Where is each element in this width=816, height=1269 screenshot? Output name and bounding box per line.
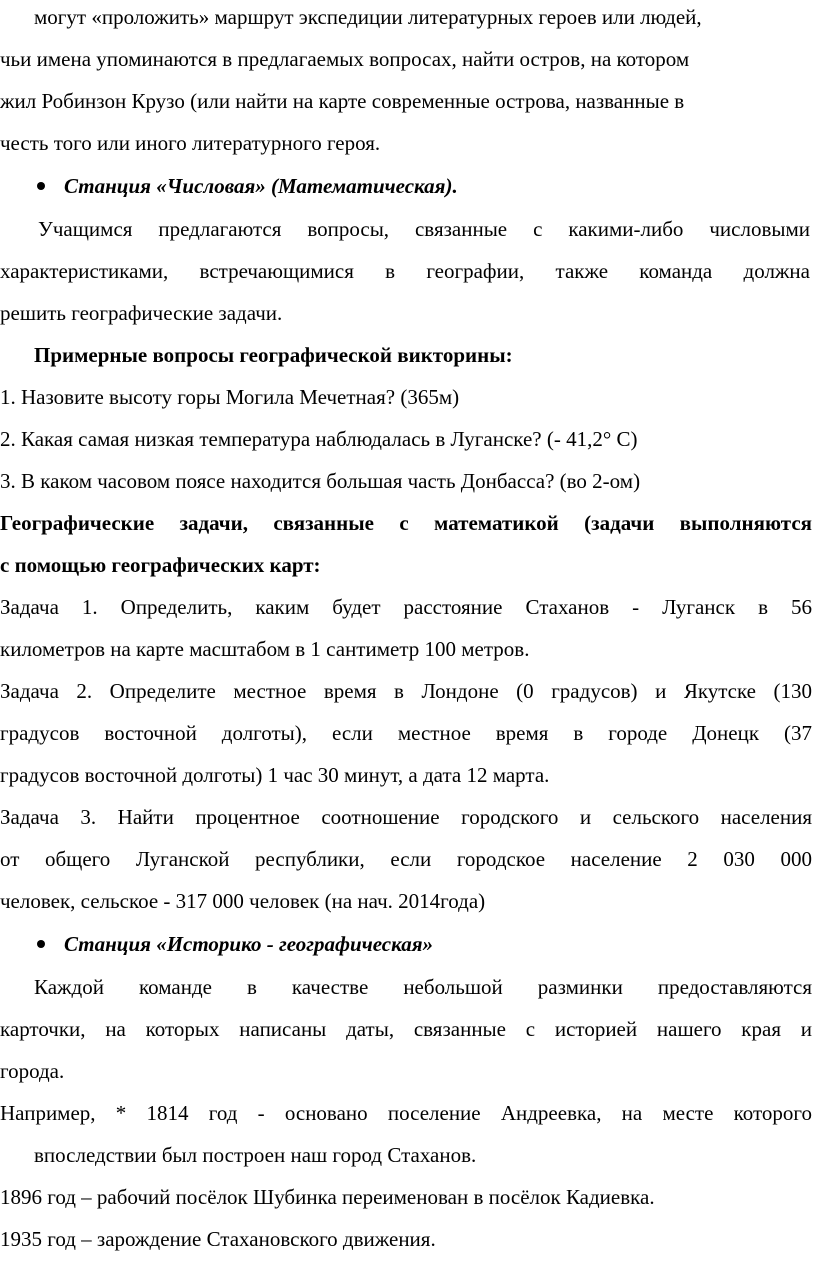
quiz-heading: Примерные вопросы географической викторины: [34, 343, 513, 367]
quiz-question-2: 2. Какая самая низкая температура наблюдалась в Луганске? (- 41,2° С) [0, 427, 638, 451]
example-3: 1935 год – зарождение Стахановского движения. [0, 1227, 436, 1251]
station-hist-text-3: города. [0, 1059, 65, 1083]
example-1-line-1: Например, * 1814 год - основано поселение Андреевка, на месте которого [0, 1101, 812, 1125]
task-3-line-1: Задача 3. Найти процентное соотношение городского и сельского населения [0, 805, 812, 829]
task-2-line-2: градусов восточной долготы), если местное время в городе Донецк (37 [0, 721, 812, 745]
task-3-line-2: от общего Луганской республики, если городское население 2 030 000 [0, 847, 812, 871]
intro-line-1: могут «проложить» маршрут экспедиции литературных героев или людей, [34, 5, 702, 29]
task-2-line-3: градусов восточной долготы) 1 час 30 минут, а дата 12 марта. [0, 763, 550, 787]
task-1-line-1: Задача 1. Определить, каким будет расстояние Стаханов - Луганск в 56 [0, 595, 812, 619]
station-math-heading: Станция «Числовая» (Математическая). [64, 174, 458, 198]
intro-line-2: чьи имена упоминаются в предлагаемых вопросах, найти остров, на котором [0, 47, 690, 71]
tasks-heading-1: Географические задачи, связанные с математикой (задачи выполняются [0, 511, 812, 535]
station-hist-text-1: Каждой команде в качестве небольшой разминки предоставляются [34, 975, 812, 999]
tasks-heading-2: с помощью географических карт: [0, 553, 321, 577]
task-1-line-2: километров на карте масштабом в 1 сантиметр 100 метров. [0, 637, 530, 661]
station-math-text-3: решить географические задачи. [0, 301, 283, 325]
intro-line-3: жил Робинзон Крузо (или найти на карте современные острова, названные в [0, 89, 685, 113]
quiz-question-3: 3. В каком часовом поясе находится большая часть Донбасса? (во 2-ом) [0, 469, 641, 493]
example-2: 1896 год – рабочий посёлок Шубинка переименован в посёлок Кадиевка. [0, 1185, 655, 1209]
intro-line-4: честь того или иного литературного героя. [0, 131, 381, 155]
quiz-question-1: 1. Назовите высоту горы Могила Мечетная? (365м) [0, 385, 460, 409]
bullet-icon [37, 182, 45, 190]
station-math-text-1: Учащимся предлагаются вопросы, связанные с какими-либо числовыми [38, 217, 810, 241]
task-3-line-3: человек, сельское - 317 000 человек (на нач. 2014года) [0, 889, 486, 913]
task-2-line-1: Задача 2. Определите местное время в Лондоне (0 градусов) и Якутске (130 [0, 679, 812, 703]
station-hist-heading: Станция «Историко - географическая» [64, 932, 434, 956]
example-1-line-2: впоследствии был построен наш город Стаханов. [34, 1143, 477, 1167]
bullet-icon [37, 940, 45, 948]
station-math-text-2: характеристиками, встречающимися в географии, также команда должна [0, 259, 810, 283]
station-hist-text-2: карточки, на которых написаны даты, связанные с историей нашего края и [0, 1017, 812, 1041]
